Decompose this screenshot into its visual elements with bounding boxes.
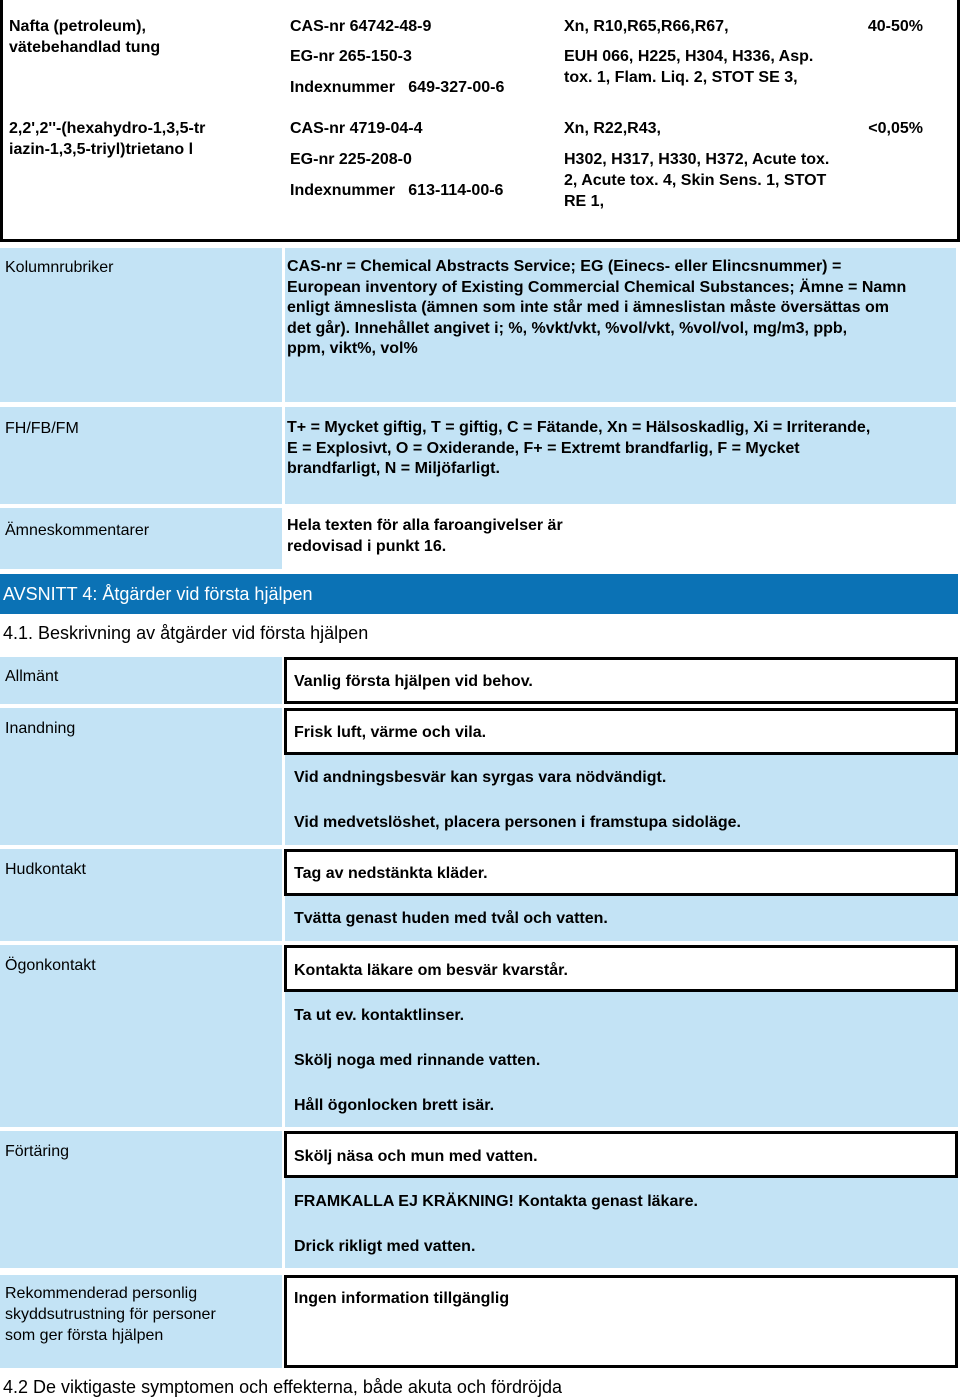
first-aid-item: Tvätta genast huden med tvål och vatten. xyxy=(294,910,608,927)
legend-label: Kolumnrubriker xyxy=(5,259,114,276)
legend-label: FH/FB/FM xyxy=(5,420,79,437)
first-aid-label: Allmänt xyxy=(5,668,59,685)
first-aid-item: Vid medvetslöshet, placera personen i framstupa sidoläge. xyxy=(294,814,741,831)
component-name: Nafta (petroleum), vätebehandlad tung xyxy=(9,18,161,56)
subsection-heading: 4.1. Beskrivning av åtgärder vid första hjälpen xyxy=(3,623,369,643)
component-name: 2,2',2''-(hexahydro-1,3,5-tr iazin-1,3,5-triyl)trietano l xyxy=(9,120,206,158)
eg-number: EG-nr 265-150-3 xyxy=(290,48,412,65)
classification-line: Xn, R22,R43, xyxy=(564,120,661,137)
first-aid-item: Skölj noga med rinnande vatten. xyxy=(294,1052,541,1069)
first-aid-label: Rekommenderad personlig skyddsutrustning för personer som ger första hjälpen xyxy=(5,1285,216,1344)
first-aid-item: Ingen information tillgänglig xyxy=(294,1290,510,1307)
section-title: AVSNITT 4: Åtgärder vid första hjälpen xyxy=(3,584,313,604)
first-aid-item: FRAMKALLA EJ KRÄKNING! Kontakta genast läkare. xyxy=(294,1193,698,1210)
legend-label: Ämneskommentarer xyxy=(5,522,150,539)
first-aid-item: Skölj näsa och mun med vatten. xyxy=(294,1148,538,1165)
index-number: Indexnummer 649-327-00-6 xyxy=(290,79,505,96)
cas-number: CAS-nr 64742-48-9 xyxy=(290,18,432,35)
first-aid-item: Tag av nedstänkta kläder. xyxy=(294,865,488,882)
first-aid-label: Ögonkontakt xyxy=(5,957,96,974)
classification-hazard-statements: H302, H317, H330, H372, Acute tox. 2, Acute tox. 4, Skin Sens. 1, STOT RE 1, xyxy=(564,151,830,210)
first-aid-item: Kontakta läkare om besvär kvarstår. xyxy=(294,962,568,979)
classification-line: Xn, R10,R65,R66,R67, xyxy=(564,18,729,35)
first-aid-item: Ta ut ev. kontaktlinser. xyxy=(294,1007,465,1024)
section-banner xyxy=(0,574,958,614)
first-aid-item: Frisk luft, värme och vila. xyxy=(294,724,487,741)
classification-hazard-statements: EUH 066, H225, H304, H336, Asp. tox. 1, Flam. Liq. 2, STOT SE 3, xyxy=(564,48,814,86)
legend-text: Hela texten för alla faroangivelser är redovisad i punkt 16. xyxy=(287,517,563,555)
first-aid-item: Håll ögonlocken brett isär. xyxy=(294,1097,495,1114)
first-aid-item: Vanlig första hjälpen vid behov. xyxy=(294,673,533,690)
first-aid-item: Vid andningsbesvär kan syrgas vara nödvändigt. xyxy=(294,769,667,786)
first-aid-label: Förtäring xyxy=(5,1143,70,1160)
first-aid-label: Inandning xyxy=(5,720,76,737)
first-aid-label: Hudkontakt xyxy=(5,861,86,878)
eg-number: EG-nr 225-208-0 xyxy=(290,151,412,168)
next-subsection-heading: 4.2 De viktigaste symptomen och effekterna, både akuta och fördröjda xyxy=(3,1377,562,1397)
content-percent: 40-50% xyxy=(867,18,923,35)
cas-number: CAS-nr 4719-04-4 xyxy=(290,120,423,137)
legend-text: T+ = Mycket giftig, T = giftig, C = Fätande, Xn = Hälsoskadlig, Xi = Irriterande, E = Explosivt, O = Oxiderande, F+ = Extremt brandfarlig, F = Mycket brandfarligt, N = Miljöfarligt. xyxy=(287,419,871,477)
first-aid-item: Drick rikligt med vatten. xyxy=(294,1238,476,1255)
index-number: Indexnummer 613-114-00-6 xyxy=(290,182,504,199)
legend-text: CAS-nr = Chemical Abstracts Service; EG (Einecs- eller Elincsnummer) = European inventory of Existing Commercial Chemical Substances; Ämne = Namn enligt ämneslista (ämnen som inte står med i ämneslistan måste översättas om det går). Innehållet angivet i; %, %vkt/vkt, %vol/vkt, %vol/vol, mg/m3, ppb, ppm, vikt%, vol% xyxy=(287,258,907,357)
content-percent: <0,05% xyxy=(868,120,923,137)
